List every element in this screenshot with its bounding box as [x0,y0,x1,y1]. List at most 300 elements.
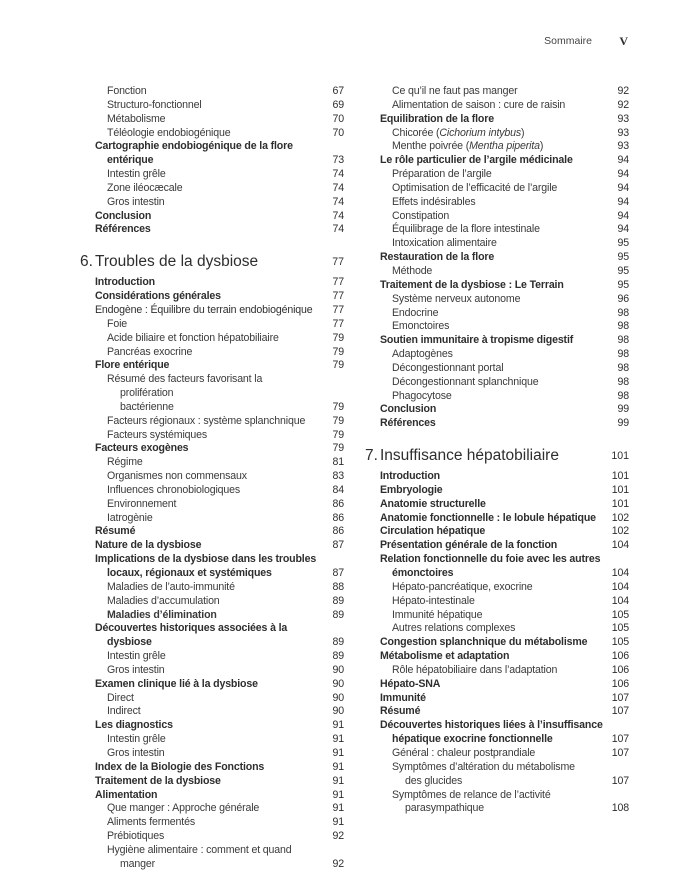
page-ref: 98 [617,334,629,347]
entry-title [80,664,324,678]
page-ref: 107 [611,733,629,746]
toc-subsection [80,595,344,609]
toc-subsection [80,581,344,595]
entry-title [80,650,324,664]
page-ref: 87 [332,567,344,579]
entry-title [365,251,609,265]
entry-title [365,553,609,581]
entry-text: Métabolisme [107,112,166,125]
entry-text: Menthe poivrée ( [392,140,470,153]
page-ref: 79 [332,359,344,372]
entry-title [80,539,324,553]
toc-subsection [365,747,629,761]
entry-title-continuation: bactérienne [120,400,174,413]
entry-text: Maladies d’élimination [107,608,217,621]
toc-subsection [365,293,629,307]
entry-text: Aliments fermentés [107,816,195,829]
toc-section [365,279,629,293]
page-ref: 96 [617,292,629,305]
toc-subsection [365,761,629,789]
toc-section [365,251,629,265]
entry-title [365,789,609,817]
toc-subsection [80,802,344,816]
page-ref: 94 [617,181,629,194]
entry-title [365,113,609,127]
entry-title [365,154,609,168]
toc-section [80,553,344,581]
toc-subsection [80,692,344,706]
entry-title [80,429,324,443]
page-ref: 92 [332,857,344,870]
entry-title [365,678,609,692]
toc-subsection [80,85,344,99]
toc-section [80,359,344,373]
entry-text: Hépato-intestinale [392,594,475,607]
entry-title [365,210,609,224]
entry-text: Immunité hépatique [392,608,483,621]
entry-text: Intestin grêle [107,168,166,181]
page-ref: 107 [611,691,629,704]
page-ref: 94 [617,195,629,208]
entry-text: Autres relations complexes [392,622,516,635]
page-ref: 104 [611,594,629,607]
entry-title [365,498,609,512]
toc-section [365,498,629,512]
toc-subsection [80,609,344,623]
toc-subsection [80,830,344,844]
entry-text: Maladies de l’auto-immunité [107,580,235,593]
toc-section [80,223,344,237]
entry-title [365,237,609,251]
chapter-number: 7. [365,447,378,465]
page-ref: 107 [611,705,629,718]
entry-title [365,168,609,182]
entry-text: Phagocytose [392,389,452,402]
page-ref: 91 [332,802,344,815]
entry-title [80,332,324,346]
page-ref: 99 [617,417,629,430]
entry-text: Fonction [107,85,147,97]
toc-subsection [365,789,629,817]
entry-title [80,733,324,747]
entry-text: Traitement de la dysbiose : Le Terrain [380,278,564,291]
page-ref: 81 [332,456,344,469]
toc-subsection [365,348,629,362]
page-ref: 98 [617,361,629,374]
entry-title [80,113,324,127]
toc-column-right [365,85,629,816]
toc-section [80,276,344,290]
entry-title [365,747,609,761]
chapter-title: Troubles de la dysbiose [95,253,259,271]
toc-section [80,140,344,168]
entry-title [365,664,609,678]
page-ref: 106 [611,663,629,676]
page-ref: 98 [617,320,629,333]
page-ref: 105 [611,622,629,635]
toc-subsection [365,362,629,376]
page-ref: 77 [332,256,344,269]
entry-title [365,362,609,376]
page-ref: 74 [332,223,344,236]
entry-title [365,719,609,747]
entry-text: Adaptogènes [392,348,453,361]
entry-text: Références [380,417,436,430]
page-ref: 104 [611,539,629,552]
page-ref: 86 [332,511,344,524]
toc-subsection [80,196,344,210]
page-ref: 90 [332,663,344,676]
entry-text: Téléologie endobiogénique [107,126,231,139]
page-ref: 105 [611,608,629,621]
entry-text: Restauration de la flore [380,251,495,264]
entry-text: Immunité [380,691,426,704]
entry-text: Zone iléocæcale [107,181,183,194]
entry-text: Effets indésirables [392,195,476,208]
toc-subsection [365,622,629,636]
entry-title [80,456,324,470]
page-ref: 91 [332,733,344,746]
toc-section [80,442,344,456]
toc-subsection [80,429,344,443]
entry-title [80,816,324,830]
entry-title [365,403,609,417]
entry-text: Système nerveux autonome [392,292,521,305]
entry-title [80,747,324,761]
page-ref: 92 [332,830,344,843]
page-ref: 79 [332,414,344,427]
page-ref: 73 [332,154,344,167]
entry-title [365,636,609,650]
entry-text: Général : chaleur postprandiale [392,746,536,759]
entry-title [365,525,609,539]
entry-text: Intestin grêle [107,650,166,663]
toc-subsection [365,223,629,237]
toc-section [365,154,629,168]
entry-text: Alimentation [95,788,158,801]
entry-title-continuation: émonctoires [392,567,454,579]
toc-section [365,512,629,526]
page-ref: 79 [332,442,344,455]
page-ref: 70 [332,126,344,139]
toc-section [365,636,629,650]
entry-title [80,775,324,789]
page-ref: 74 [332,168,344,181]
entry-title [80,595,324,609]
toc-subsection [365,664,629,678]
entry-title [365,320,609,334]
entry-title [365,307,609,321]
entry-text: Pancréas exocrine [107,345,193,358]
entry-text: Index de la Biologie des Fonctions [95,760,265,773]
toc-subsection [365,237,629,251]
toc-subsection [365,376,629,390]
entry-title [80,127,324,141]
entry-title [365,127,609,141]
toc-section [80,210,344,224]
entry-text: Alimentation de saison : cure de raisin [392,98,566,111]
toc-subsection [80,113,344,127]
toc-section [365,553,629,581]
entry-text: Symptômes de relance de l’activité [392,788,551,801]
entry-text: Constipation [392,209,450,222]
entry-text: Nature de la dysbiose [95,539,202,552]
entry-latin-name: Mentha piperita [469,140,540,153]
entry-title [365,265,609,279]
entry-text: Considérations générales [95,290,221,303]
entry-text: Références [95,223,151,236]
toc-section [365,692,629,706]
toc-section [365,113,629,127]
page-ref: 90 [332,705,344,718]
toc-section [80,622,344,650]
page-ref: 91 [332,719,344,732]
toc-section [365,525,629,539]
toc-subsection [365,168,629,182]
entry-title [365,539,609,553]
page-ref: 99 [617,403,629,416]
toc-section [80,761,344,775]
page-ref: 107 [611,774,629,787]
page-ref: 74 [332,209,344,222]
entry-text: Découvertes historiques associées à la dysbiose [95,622,288,649]
entry-title [365,279,609,293]
entry-title [80,622,324,650]
page-ref: 77 [332,290,344,303]
entry-text: Prébiotiques [107,830,165,843]
toc-subsection [365,265,629,279]
entry-text: Métabolisme et adaptation [380,650,510,663]
page-ref: 79 [332,331,344,344]
entry-text: Ce qu’il ne faut pas manger [392,85,518,97]
page-ref: 79 [332,428,344,441]
toc-subsection [365,210,629,224]
entry-title [80,692,324,706]
page-ref: 77 [332,303,344,316]
entry-text: Les diagnostics [95,719,173,732]
toc-subsection [80,456,344,470]
entry-text: Soutien immunitaire à tropisme digestif [380,334,574,347]
entry-text: Résumé des facteurs favorisant la prolifération [107,373,263,400]
running-header-title: Sommaire [544,35,592,47]
toc-section [365,334,629,348]
toc-section [80,290,344,304]
entry-title [365,705,609,719]
entry-text: Méthode [392,264,433,277]
page-ref: 105 [611,636,629,649]
page-ref: 89 [332,608,344,621]
page-ref: 107 [611,746,629,759]
entry-title [80,705,324,719]
toc-section [365,719,629,747]
entry-title [365,650,609,664]
entry-title [365,595,609,609]
toc-subsection [80,705,344,719]
entry-title [80,85,324,99]
page-ref: 95 [617,278,629,291]
page-ref: 106 [611,677,629,690]
page-ref: 87 [332,539,344,552]
entry-title [365,692,609,706]
toc-subsection [365,595,629,609]
entry-text: Chicorée ( [392,126,440,139]
entry-title [80,609,324,623]
entry-title [80,223,324,237]
entry-text: Introduction [380,470,440,483]
entry-text: Introduction [95,276,155,289]
page-ref: 84 [332,483,344,496]
page-ref: 98 [617,306,629,319]
toc-section [365,484,629,498]
entry-title [80,415,324,429]
entry-text: Optimisation de l’efficacité de l’argile [392,181,558,194]
entry-text: Anatomie structurelle [380,497,486,510]
toc-subsection [365,581,629,595]
page-ref: 79 [332,345,344,358]
toc-column-left [80,85,344,872]
page-ref: 95 [617,251,629,264]
entry-text: Iatrogènie [107,511,153,524]
entry-title [80,525,324,539]
toc-subsection [80,484,344,498]
entry-text: Environnement [107,497,177,510]
entry-title [80,484,324,498]
page-ref: 98 [617,389,629,402]
toc-subsection [80,182,344,196]
page-ref: 91 [332,760,344,773]
entry-text: Cartographie endobiogénique de la flore entérique [95,140,293,167]
entry-title [365,196,609,210]
entry-text: Décongestionnant portal [392,361,504,374]
page-ref: 95 [617,237,629,250]
entry-text: Implications de la dysbiose dans les troubles [95,553,317,566]
entry-text: Résumé [380,705,421,718]
entry-title [80,196,324,210]
toc-section [365,539,629,553]
entry-title-continuation: hépatique exocrine fonctionnelle [392,733,553,746]
entry-title [365,85,609,99]
page-ref: 94 [617,154,629,167]
page-ref: 101 [611,497,629,510]
page-ref: 101 [611,450,629,463]
entry-title [80,761,324,775]
entry-text: Anatomie fonctionnelle : le lobule hépatique [380,511,596,524]
entry-title [365,293,609,307]
entry-text: Gros intestin [107,663,165,676]
toc-subsection [365,390,629,404]
toc-section [80,775,344,789]
page-ref: 95 [617,264,629,277]
entry-title [365,140,609,154]
toc-subsection [365,307,629,321]
entry-text: Résumé [95,525,136,538]
toc-section [80,539,344,553]
toc-subsection [80,816,344,830]
page-ref: 101 [611,470,629,483]
entry-title [80,802,324,816]
entry-title [365,334,609,348]
page-ref: 102 [611,525,629,538]
entry-title [365,348,609,362]
toc-section [365,650,629,664]
entry-text: Décongestionnant splanchnique [392,375,539,388]
entry-text: Conclusion [380,403,437,416]
entry-title [365,470,609,484]
toc-subsection [80,498,344,512]
page-ref: 86 [332,525,344,538]
entry-title [80,276,324,290]
entry-text: Examen clinique lié à la dysbiose [95,677,258,690]
entry-text: Intestin grêle [107,733,166,746]
entry-title-continuation: locaux, régionaux et systémiques [107,567,272,579]
page-ref: 77 [332,276,344,289]
chapter-title: Insuffisance hépatobiliaire [380,447,559,465]
page-ref: 108 [611,802,629,815]
page-ref: 70 [332,112,344,125]
toc-section [80,525,344,539]
page-ref: 77 [332,317,344,330]
entry-title [365,761,609,789]
page-ref: 94 [617,223,629,236]
entry-title [365,182,609,196]
page-ref: 89 [332,650,344,663]
entry-title [365,609,609,623]
entry-text: Indirect [107,705,141,718]
toc-subsection [80,332,344,346]
entry-title [80,210,324,224]
entry-text: Acide biliaire et fonction hépatobiliaire [107,331,279,344]
toc-section [80,678,344,692]
entry-title [80,470,324,484]
toc-subsection [365,196,629,210]
entry-text: Traitement de la dysbiose [95,774,221,787]
entry-text: Hépato-pancréatique, exocrine [392,580,533,593]
page-ref: 104 [611,580,629,593]
toc-subsection [80,512,344,526]
toc-subsection [80,844,344,872]
page-ref: 104 [611,567,629,579]
page-number: V [619,34,628,48]
page-ref: 98 [617,348,629,361]
entry-text: Relation fonctionnelle du foie avec les autres [380,553,601,566]
page-ref: 94 [617,168,629,181]
entry-title [80,719,324,733]
entry-text: Hygiène alimentaire : comment et quand [107,843,292,856]
entry-text: Equilibration de la flore [380,112,494,125]
page-ref: 90 [332,691,344,704]
entry-text: Organismes non commensaux [107,470,247,483]
entry-text: Endogène : Équilibre du terrain endobiogénique [95,303,313,316]
entry-title [80,678,324,692]
page-ref: 89 [332,594,344,607]
entry-title [80,581,324,595]
entry-text: Foie [107,317,128,330]
toc-section [80,304,344,318]
entry-title [80,359,324,373]
page-ref: 91 [332,788,344,801]
entry-latin-name: Cichorium intybus [439,126,522,139]
entry-text-suffix: ) [521,126,525,139]
toc-subsection [365,609,629,623]
page-ref: 106 [611,650,629,663]
page-ref: 91 [332,746,344,759]
page-ref: 86 [332,497,344,510]
entry-title [80,168,324,182]
chapter-heading [80,252,344,272]
entry-text: Congestion splanchnique du métabolisme [380,636,588,649]
entry-text: Gros intestin [107,195,165,208]
page-ref: 98 [617,375,629,388]
